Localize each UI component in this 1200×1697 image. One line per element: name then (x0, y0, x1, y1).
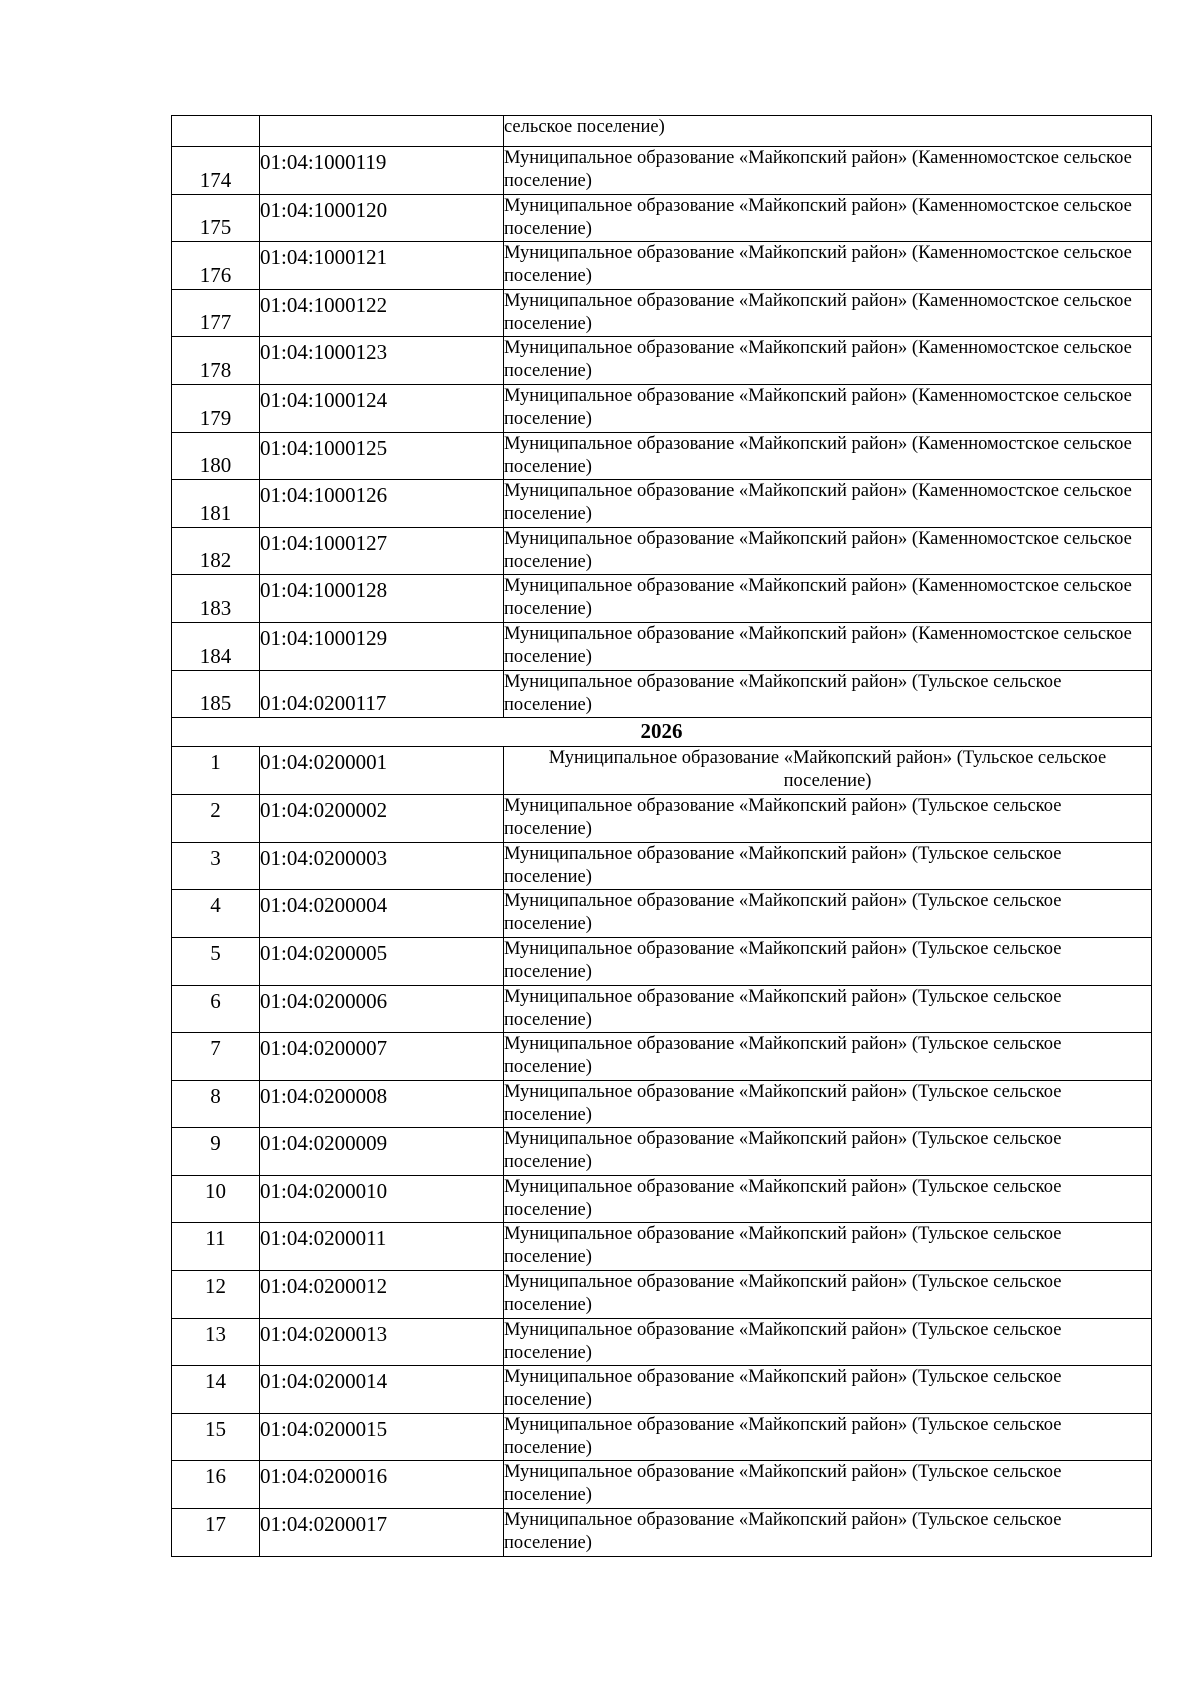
table-row (172, 147, 1152, 195)
cadastral-code-cell: 01:04:0200006 (260, 985, 504, 1033)
municipality-cell: Муниципальное образование «Майкопский район» (Каменномостское сельское поселение) (504, 242, 1152, 290)
table-row (172, 337, 1152, 385)
municipality-cell: Муниципальное образование «Майкопский район» (Каменномостское сельское поселение) (504, 147, 1152, 195)
municipality-cell: Муниципальное образование «Майкопский район» (Каменномостское сельское поселение) (504, 432, 1152, 480)
cadastral-code-cell: 01:04:0200004 (260, 890, 504, 938)
municipality-cell: Муниципальное образование «Майкопский район» (Тульское сельское поселение) (504, 795, 1152, 843)
municipality-cell: Муниципальное образование «Майкопский район» (Тульское сельское поселение) (504, 1366, 1152, 1414)
row-number-cell: 174 (172, 147, 260, 195)
cadastral-code-cell: 01:04:1000125 (260, 432, 504, 480)
row-number-cell: 14 (172, 1366, 260, 1414)
cadastral-code-cell: 01:04:0200001 (260, 747, 504, 795)
table-row (172, 289, 1152, 337)
municipality-cell: Муниципальное образование «Майкопский район» (Тульское сельское поселение) (504, 1033, 1152, 1081)
row-number-cell: 10 (172, 1175, 260, 1223)
cadastral-code-cell: 01:04:1000122 (260, 289, 504, 337)
table-row (172, 937, 1152, 985)
table-row (172, 1128, 1152, 1176)
row-number-cell: 176 (172, 242, 260, 290)
municipality-cell: сельское поселение) (504, 116, 1152, 147)
cadastral-code-cell: 01:04:0200009 (260, 1128, 504, 1176)
row-number-cell: 9 (172, 1128, 260, 1176)
table-row (172, 194, 1152, 242)
row-number-cell: 15 (172, 1413, 260, 1461)
cadastral-code-cell: 01:04:1000127 (260, 527, 504, 575)
row-number-cell: 177 (172, 289, 260, 337)
cadastral-code-cell: 01:04:0200008 (260, 1080, 504, 1128)
cadastral-code-cell: 01:04:1000124 (260, 384, 504, 432)
cadastral-code-cell: 01:04:1000119 (260, 147, 504, 195)
row-number-cell: 2 (172, 795, 260, 843)
cadastral-code-cell: 01:04:0200014 (260, 1366, 504, 1414)
cadastral-code-cell: 01:04:0200011 (260, 1223, 504, 1271)
municipality-cell: Муниципальное образование «Майкопский район» (Каменномостское сельское поселение) (504, 527, 1152, 575)
year-header: 2026 (172, 718, 1152, 747)
cadastral-code-cell: 01:04:0200012 (260, 1271, 504, 1319)
table-row (172, 480, 1152, 528)
cadastral-code-cell: 01:04:0200005 (260, 937, 504, 985)
municipality-cell: Муниципальное образование «Майкопский район» (Тульское сельское поселение) (504, 1080, 1152, 1128)
municipality-cell: Муниципальное образование «Майкопский район» (Каменномостское сельское поселение) (504, 194, 1152, 242)
cadastral-code-cell: 01:04:0200013 (260, 1318, 504, 1366)
cadastral-code-cell: 01:04:1000120 (260, 194, 504, 242)
table-row (172, 1461, 1152, 1509)
row-number-cell: 17 (172, 1509, 260, 1557)
cadastral-code-cell: 01:04:0200002 (260, 795, 504, 843)
municipality-cell: Муниципальное образование «Майкопский район» (Тульское сельское поселение) (504, 1509, 1152, 1557)
table-row (172, 432, 1152, 480)
row-number-cell: 3 (172, 842, 260, 890)
table-row (172, 622, 1152, 670)
cadastral-code-cell: 01:04:0200003 (260, 842, 504, 890)
table-row (172, 1223, 1152, 1271)
row-number-cell: 6 (172, 985, 260, 1033)
table-row (172, 1033, 1152, 1081)
row-number-cell: 5 (172, 937, 260, 985)
row-number-cell: 181 (172, 480, 260, 528)
municipality-cell: Муниципальное образование «Майкопский район» (Каменномостское сельское поселение) (504, 384, 1152, 432)
row-number-cell (172, 116, 260, 147)
table-row (172, 747, 1152, 795)
row-number-cell: 12 (172, 1271, 260, 1319)
cadastral-code-cell: 01:04:1000128 (260, 575, 504, 623)
cadastral-code-cell: 01:04:0200016 (260, 1461, 504, 1509)
table-row (172, 795, 1152, 843)
row-number-cell: 16 (172, 1461, 260, 1509)
municipality-cell: Муниципальное образование «Майкопский район» (Тульское сельское поселение) (504, 670, 1152, 718)
row-number-cell: 183 (172, 575, 260, 623)
municipality-cell: Муниципальное образование «Майкопский район» (Каменномостское сельское поселение) (504, 289, 1152, 337)
cadastral-code-cell: 01:04:1000126 (260, 480, 504, 528)
table-row (172, 1080, 1152, 1128)
municipality-cell: Муниципальное образование «Майкопский район» (Тульское сельское поселение) (504, 1413, 1152, 1461)
municipality-cell: Муниципальное образование «Майкопский район» (Тульское сельское поселение) (504, 1318, 1152, 1366)
row-number-cell: 179 (172, 384, 260, 432)
row-number-cell: 7 (172, 1033, 260, 1081)
municipality-cell: Муниципальное образование «Майкопский район» (Тульское сельское поселение) (504, 937, 1152, 985)
table-row (172, 670, 1152, 718)
continuation-row (172, 116, 1152, 147)
municipality-cell: Муниципальное образование «Майкопский район» (Каменномостское сельское поселение) (504, 337, 1152, 385)
municipality-cell: Муниципальное образование «Майкопский район» (Тульское сельское поселение) (504, 890, 1152, 938)
cadastral-code-cell: 01:04:1000129 (260, 622, 504, 670)
municipality-cell: Муниципальное образование «Майкопский район» (Тульское сельское поселение) (504, 1223, 1152, 1271)
row-number-cell: 13 (172, 1318, 260, 1366)
table-row (172, 527, 1152, 575)
table-row (172, 575, 1152, 623)
cadastral-table-body (172, 116, 1152, 1557)
table-row (172, 242, 1152, 290)
municipality-cell: Муниципальное образование «Майкопский район» (Каменномостское сельское поселение) (504, 480, 1152, 528)
row-number-cell: 1 (172, 747, 260, 795)
row-number-cell: 175 (172, 194, 260, 242)
municipality-cell: Муниципальное образование «Майкопский район» (Тульское сельское поселение) (504, 842, 1152, 890)
table-row (172, 384, 1152, 432)
row-number-cell: 182 (172, 527, 260, 575)
municipality-cell: Муниципальное образование «Майкопский район» (Тульское сельское поселение) (504, 1128, 1152, 1176)
cadastral-code-cell: 01:04:0200007 (260, 1033, 504, 1081)
table-row (172, 1366, 1152, 1414)
year-header-row (172, 718, 1152, 747)
cadastral-code-cell: 01:04:0200010 (260, 1175, 504, 1223)
table-row (172, 1318, 1152, 1366)
row-number-cell: 180 (172, 432, 260, 480)
cadastral-code-cell: 01:04:1000121 (260, 242, 504, 290)
cadastral-code-cell: 01:04:0200117 (260, 670, 504, 718)
row-number-cell: 8 (172, 1080, 260, 1128)
table-row (172, 1271, 1152, 1319)
municipality-cell: Муниципальное образование «Майкопский район» (Тульское сельское поселение) (504, 985, 1152, 1033)
cadastral-table (171, 115, 1152, 1557)
cadastral-code-cell (260, 116, 504, 147)
cadastral-code-cell: 01:04:0200015 (260, 1413, 504, 1461)
row-number-cell: 4 (172, 890, 260, 938)
municipality-cell: Муниципальное образование «Майкопский район» (Тульское сельское поселение) (504, 1461, 1152, 1509)
table-row (172, 842, 1152, 890)
cadastral-code-cell: 01:04:0200017 (260, 1509, 504, 1557)
cadastral-code-cell: 01:04:1000123 (260, 337, 504, 385)
municipality-cell: Муниципальное образование «Майкопский район» (Тульское сельское поселение) (504, 1271, 1152, 1319)
row-number-cell: 184 (172, 622, 260, 670)
table-row (172, 890, 1152, 938)
municipality-cell: Муниципальное образование «Майкопский район» (Тульское сельское поселение) (504, 1175, 1152, 1223)
municipality-cell: Муниципальное образование «Майкопский район» (Каменномостское сельское поселение) (504, 622, 1152, 670)
table-row (172, 1413, 1152, 1461)
table-row (172, 985, 1152, 1033)
table-row (172, 1509, 1152, 1557)
row-number-cell: 178 (172, 337, 260, 385)
row-number-cell: 185 (172, 670, 260, 718)
municipality-cell: Муниципальное образование «Майкопский район» (Тульское сельское поселение) (504, 747, 1152, 795)
municipality-cell: Муниципальное образование «Майкопский район» (Каменномостское сельское поселение) (504, 575, 1152, 623)
row-number-cell: 11 (172, 1223, 260, 1271)
table-row (172, 1175, 1152, 1223)
